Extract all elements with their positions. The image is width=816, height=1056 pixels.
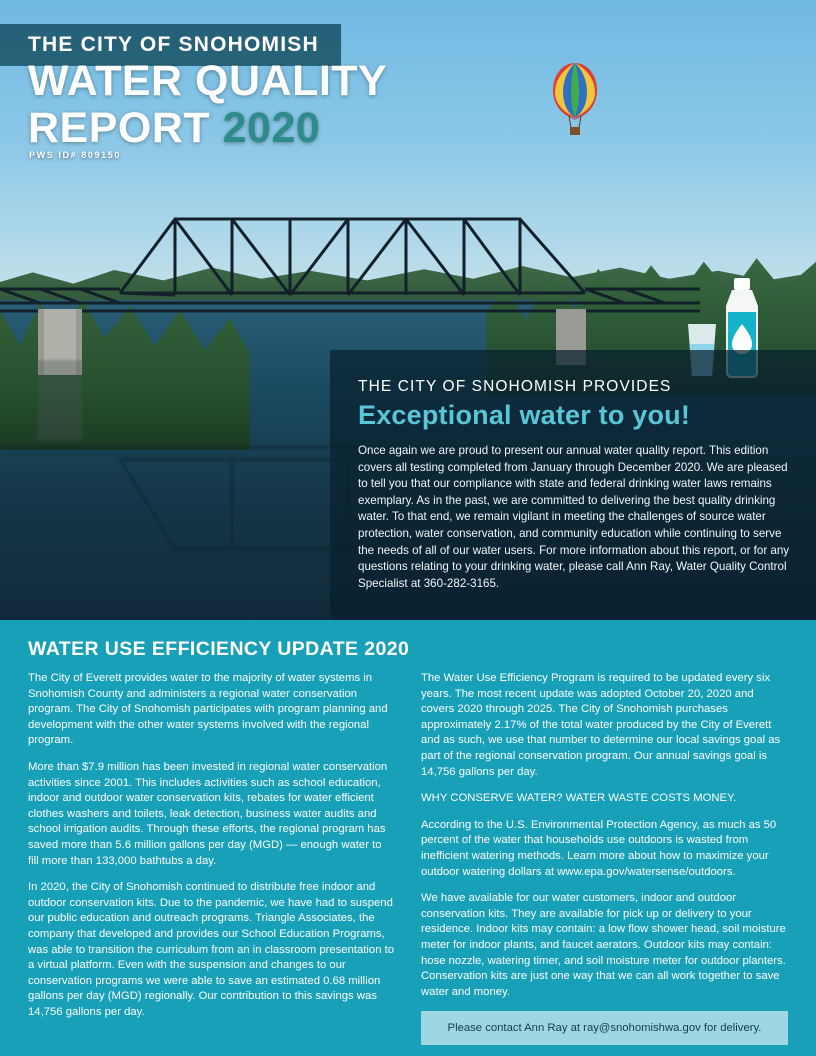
intro-panel (330, 350, 816, 620)
left-column (28, 671, 395, 1045)
intro-heading: Exceptional water to you! (358, 400, 691, 430)
title-line-2 (28, 104, 387, 152)
truss-bridge-illustration (0, 185, 700, 375)
report-title (28, 58, 387, 152)
paragraph: In 2020, the City of Snohomish continued to distribute free indoor and outdoor conservation kits. Due to the pandemic, we have had to suspend our public education and outreach programs. Triangle Associates, the company that developed and provides our School Education Programs, was able to transition the curriculum from an in classroom presentation to a virtual platform. Even with the suspension and changes to our conservation programs we were able to save an estimated 0.68 million gallons per day (MGD) regionally. Our contribution to this savings was 14,756 gallons per day. (28, 881, 395, 1018)
title-line-1: WATER QUALITY (28, 57, 388, 105)
paragraph: The Water Use Efficiency Program is required to be updated every six years. The most recent update was adopted October 20, 2020 and covers 2020 through 2025. The City of Snohomish purchases approximately 2.17% of the total water produced by the City of Everett and as such, we use that number to determine our local savings goal as part of the regional conservation program. Our annual savings goal is 14,756 gallons per day. (421, 672, 781, 778)
two-column-layout (28, 671, 788, 1045)
hot-air-balloon-icon (545, 60, 605, 140)
contact-callout-box: Please contact Ann Ray at ray@snohomishwa.gov for delivery. (421, 1011, 788, 1045)
paragraph: WHY CONSERVE WATER? WATER WASTE COSTS MONEY. (421, 792, 737, 805)
right-column (421, 671, 788, 1045)
paragraph: The City of Everett provides water to the majority of water systems in Snohomish County and administers a regional water conservation program. The City of Snohomish participates with program planning and development with the other water systems involved with the regional program. (28, 672, 388, 747)
pws-id-label: PWS ID# 809150 (29, 150, 121, 160)
title-year: 2020 (222, 104, 321, 152)
section-heading: WATER USE EFFICIENCY UPDATE 2020 (28, 638, 410, 660)
paragraph: We have available for our water customers, indoor and outdoor conservation kits. They are available for pick up or delivery to your residence. Indoor kits may contain: a low flow shower head, soil moisture meter for indoor plants, and faucet aerators. Outdoor kits may contain: hose nozzle, watering timer, and soil moisture meter for outdoor planters. Conservation kits are just one way that we can all work together to save water and money. (421, 892, 786, 998)
paragraph: According to the U.S. Environmental Protection Agency, as much as 50 percent of the water that households use outdoors is wasted from inefficient watering methods. Learn more about how to maximize your outdoor watering dollars at www.epa.gov/watersense/outdoors. (421, 818, 777, 878)
intro-kicker: THE CITY OF SNOHOMISH PROVIDES (358, 378, 672, 395)
intro-body-text: Once again we are proud to present our annual water quality report. This edition covers all testing completed from January through December 2020. We are pleased to tell you that our compliance with state and federal drinking water laws remains exemplary. As in the past, we are committed to delivering the best quality drinking water. To that end, we remain vigilant in meeting the challenges of source water protection, water conservation, and community education while continuing to serve the needs of all of our water users. For more information about this report, or for any questions relating to your drinking water, please call Ann Ray, Water Quality Control Specialist at 360-282-3165. (358, 444, 790, 590)
publisher-kicker: THE CITY OF SNOHOMISH (0, 24, 341, 66)
water-use-efficiency-section (0, 620, 816, 1056)
paragraph: More than $7.9 million has been invested in regional water conservation activities since 2001. This includes activities such as school education, indoor and outdoor water conservation kits, rebates for water efficient clothes washers and toilets, leak detection, business water audits and school irrigation audits. Through these efforts, the regional program has saved more than 5.6 million gallons per day (MGD) — enough water to fill more than 133,000 bathtubs a day. (28, 760, 388, 867)
title-report-word: REPORT (28, 104, 223, 152)
